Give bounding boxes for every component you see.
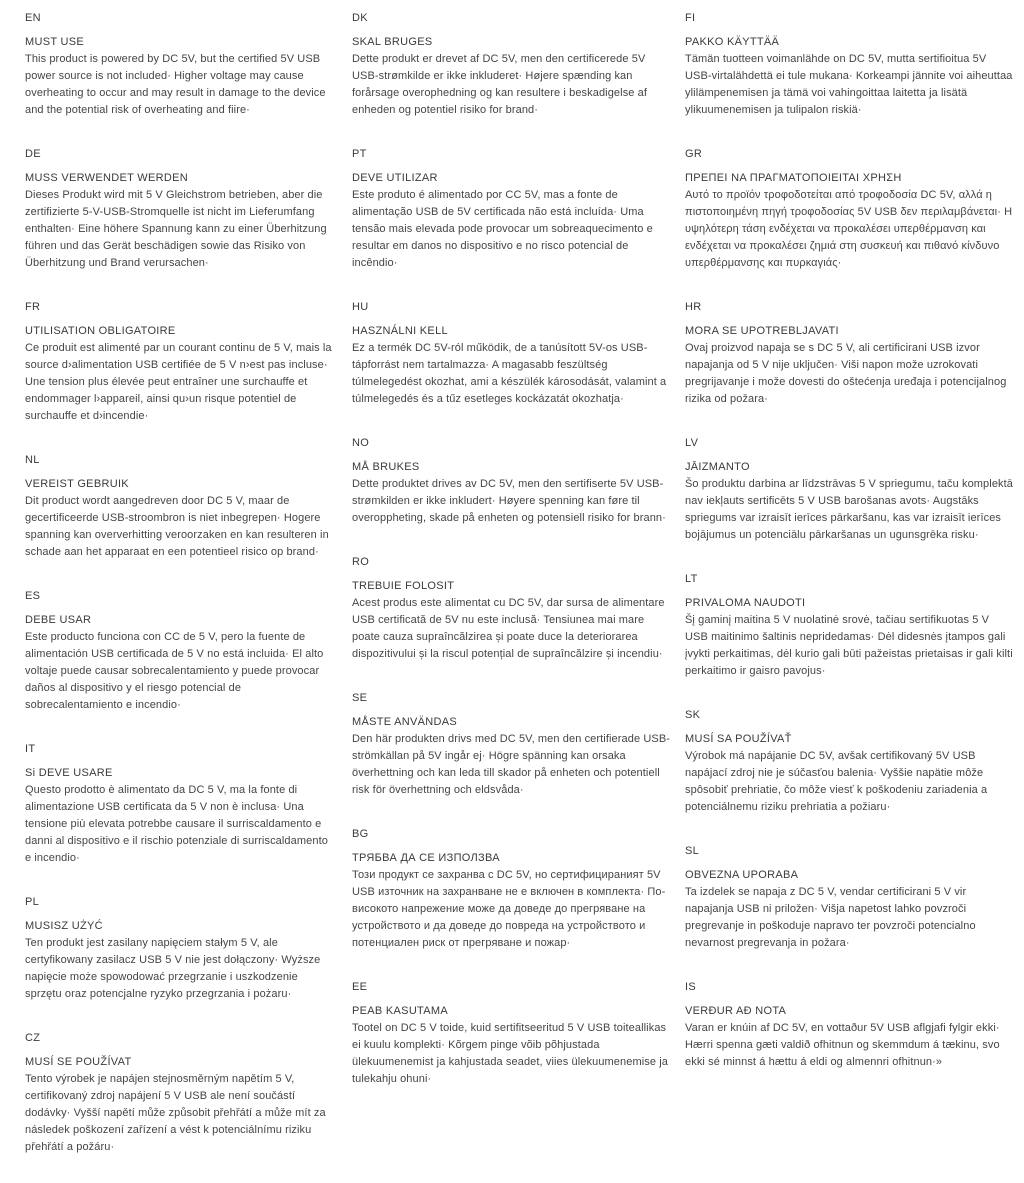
language-code: FR <box>25 301 41 313</box>
section-body: Ten produkt jest zasilany napięciem stałym 5 V, ale certyfikowany zasilacz USB 5 V nie jest dołączony· Wyższe napięcie może spowodować przegrzanie i uszkodzenie sprzętu oraz potencjalne ryzyko przegrzania i pożaru· <box>25 937 321 1000</box>
section-body: Ez a termék DC 5V-ról működik, de a tanúsított 5V-os USB-tápforrást nem tartalmazza· A magasabb feszültség túlmelegedést okozhat, ami a készülék károsodását, valamint a túlmelegedés és a tűz esetleges kockázatát okozhatja· <box>352 342 667 405</box>
language-section-fi <box>685 10 1015 119</box>
section-title: HASZNÁLNI KELL <box>352 325 448 337</box>
language-code: IT <box>25 743 36 755</box>
language-code: GR <box>685 148 703 160</box>
section-title: MUST USE <box>25 36 85 48</box>
section-title: Si DEVE USARE <box>25 767 113 779</box>
section-body: Este producto funciona con CC de 5 V, pero la fuente de alimentación USB certificada de 5 V no está incluida· El alto voltaje puede causar sobrecalentamiento y puede provocar daños al dispositivo y el riesgo potencial de sobrecalentamiento e incendio· <box>25 631 324 711</box>
section-body: Šo produktu darbina ar līdzstrāvas 5 V spriegumu, taču komplektā nav iekļauts sertificēts 5 V USB barošanas avots· Augstāks spriegums var izraisīt ierīces pārkaršanu, kas var izraisīt ierīces bojājumus un potenciālu pārkaršanas un ugunsgrēka risku· <box>685 478 1014 541</box>
language-column-2 <box>352 10 673 1115</box>
language-section-it <box>25 741 332 867</box>
language-section-lt <box>685 571 1015 680</box>
section-body: Dette produkt er drevet af DC 5V, men den certificerede 5V USB-strømkilde er ikke inkluderet· Højere spænding kan forårsage overophedning og kan resultere i beskadigelse af enheden og potentiel risiko for brand· <box>352 53 648 116</box>
language-code: FI <box>685 12 696 24</box>
language-section-dk <box>352 10 673 119</box>
section-body: Ce produit est alimenté par un courant continu de 5 V, mais la source d›alimentation USB certifiée de 5 V n›est pas incluse· Une tension plus élevée peut entraîner une surchauffe et endommager l›appareil, ainsi qu›un risque potentiel de surchauffe et d›incendie· <box>25 342 332 422</box>
section-title: MUSÍ SA POUŽÍVAŤ <box>685 733 792 745</box>
section-title: DEBE USAR <box>25 614 92 626</box>
section-title: PRIVALOMA NAUDOTI <box>685 597 806 609</box>
language-code: DK <box>352 12 368 24</box>
section-title: MORA SE UPOTREBLJAVATI <box>685 325 839 337</box>
language-code: NO <box>352 437 370 449</box>
section-title: VEREIST GEBRUIK <box>25 478 129 490</box>
language-code: EE <box>352 981 368 993</box>
language-code: NL <box>25 454 40 466</box>
section-title: SKAL BRUGES <box>352 36 433 48</box>
section-title: TREBUIE FOLOSIT <box>352 580 455 592</box>
language-code: CZ <box>25 1032 41 1044</box>
language-code: LV <box>685 437 699 449</box>
section-body: Varan er knúin af DC 5V, en vottaður 5V USB aflgjafi fylgir ekki· Hærri spenna gæti valdið ofhitnun og skemmdum á tækinu, svo ekki sé minnst á hættu á eldi og almennri ofhitnun·» <box>685 1022 1000 1068</box>
section-body: Tämän tuotteen voimanlähde on DC 5V, mutta sertifioitua 5V USB-virtalähdettä ei tule mukana· Korkeampi jännite voi aiheuttaa ylilämpenemisen ja tämä voi vahingoittaa laitetta ja lisätä ylikuumenemisen ja tulipalon riskiä· <box>685 53 1013 116</box>
section-body: Questo prodotto è alimentato da DC 5 V, ma la fonte di alimentazione USB certificata da 5 V non è inclusa· Una tensione più elevata potrebbe causare il surriscaldamento e danni al dispositivo e il rischio potenziale di surriscaldamento e incendio· <box>25 784 328 864</box>
language-code: RO <box>352 556 370 568</box>
section-title: ΠΡΕΠΕΙ ΝΑ ΠΡΑΓΜΑΤΟΠΟΙΕΙΤΑΙ ΧΡΗΣΗ <box>685 172 902 184</box>
section-body: Acest produs este alimentat cu DC 5V, dar sursa de alimentare USB certificată de 5V nu este inclusă· Tensiunea mai mare poate cauza supraîncălzirea și poate duce la deteriorarea dispozitivului și la riscul potențial de supraîncălzire și incendiu· <box>352 597 665 660</box>
section-title: MÅSTE ANVÄNDAS <box>352 716 458 728</box>
language-code: SK <box>685 709 701 721</box>
section-title: DEVE UTILIZAR <box>352 172 438 184</box>
language-section-cz <box>25 1030 332 1156</box>
language-code: HU <box>352 301 369 313</box>
language-code: BG <box>352 828 369 840</box>
language-section-pt <box>352 146 673 272</box>
language-section-bg <box>352 826 673 952</box>
language-section-nl <box>25 452 332 561</box>
language-section-hr <box>685 299 1015 408</box>
language-code: EN <box>25 12 41 24</box>
language-column-1 <box>25 10 332 1183</box>
language-section-sk <box>685 707 1015 816</box>
section-body: Šį gaminį maitina 5 V nuolatinė srovė, tačiau sertifikuotas 5 V USB maitinimo šaltinis nepridedamas· Dėl didesnės įtampos gali įvykti perkaitimas, dėl kurio gali būti pažeistas prietaisas ir gali kilti perkaitimo ir gaisro pavojus· <box>685 614 1013 677</box>
language-section-gr <box>685 146 1015 272</box>
language-section-lv <box>685 435 1015 544</box>
section-body: Dit product wordt aangedreven door DC 5 V, maar de gecertificeerde USB-stroombron is niet inbegrepen· Hogere spanning kan oververhitting veroorzaken en kan resulteren in schade aan het apparaat en een potentieel risico op brand· <box>25 495 329 558</box>
language-section-de <box>25 146 332 272</box>
section-title: MUSS VERWENDET WERDEN <box>25 172 188 184</box>
language-section-no <box>352 435 673 527</box>
section-body: Ovaj proizvod napaja se s DC 5 V, ali certificirani USB izvor napajanja od 5 V nije uključen· Viši napon može uzrokovati pregrijavanje i može dovesti do oštećenja uređaja i potencijalnog rizika od požara· <box>685 342 1007 405</box>
section-title: MUSÍ SE POUŽÍVAT <box>25 1056 132 1068</box>
language-code: DE <box>25 148 41 160</box>
section-body: Ta izdelek se napaja z DC 5 V, vendar certificirani 5 V vir napajanja USB ni priložen· Višja napetost lahko povzroči pregrevanje in poškoduje napravo ter povzroči potencialno nevarnost pregrevanja in požara· <box>685 886 976 949</box>
section-title: VERÐUR AÐ NOTA <box>685 1005 787 1017</box>
language-code: HR <box>685 301 702 313</box>
section-title: MUSISZ UŻYĆ <box>25 920 103 932</box>
section-body: Dette produktet drives av DC 5V, men den sertifiserte 5V USB-strømkilden er ikke inkludert· Høyere spenning kan føre til overoppheting, skade på enheten og potensiell risiko for brann· <box>352 478 666 524</box>
section-title: OBVEZNA UPORABA <box>685 869 799 881</box>
language-code: SE <box>352 692 368 704</box>
section-body: Výrobok má napájanie DC 5V, avšak certifikovaný 5V USB napájací zdroj nie je súčasťou balenia· Vyššie napätie môže spôsobiť prehriatie, čo môže viesť k poškodeniu zariadenia a potenciálnemu riziku prehriatia a požiaru· <box>685 750 988 813</box>
section-body: Tento výrobek je napájen stejnosměrným napětím 5 V, certifikovaný zdroj napájení 5 V USB ale není součástí dodávky· Vyšší napětí může způsobit přehřátí a může mít za následek poškození zařízení a vést k potenciálnímu riziku přehřátí a požáru· <box>25 1073 326 1153</box>
language-section-ee <box>352 979 673 1088</box>
language-code: IS <box>685 981 696 993</box>
language-section-sl <box>685 843 1015 952</box>
section-body: Tootel on DC 5 V toide, kuid sertifitseeritud 5 V USB toiteallikas ei kuulu komplekti· Kõrgem pinge võib põhjustada ülekuumenemist ja kahjustada seadet, viies ülekuumenemise ja tulekahju ohuni· <box>352 1022 669 1085</box>
language-code: SL <box>685 845 700 857</box>
language-code: PT <box>352 148 367 160</box>
language-code: LT <box>685 573 698 585</box>
section-body: Este produto é alimentado por CC 5V, mas a fonte de alimentação USB de 5V certificada não está incluída· Uma tensão mais elevada pode provocar um sobreaquecimento e resultar em danos no dispositivo e no risco potencial de incêndio· <box>352 189 653 269</box>
section-title: UTILISATION OBLIGATOIRE <box>25 325 176 337</box>
section-body: Този продукт се захранва с DC 5V, но сертифицираният 5V USB източник на захранване не е включен в комплекта· По-високото напрежение може да доведе до прегряване на устройството и да доведе до повреда на устройството и потенциален риск от прегряване и пожар· <box>352 869 666 949</box>
language-section-ro <box>352 554 673 663</box>
language-section-en <box>25 10 332 119</box>
language-section-pl <box>25 894 332 1003</box>
section-title: PEAB KASUTAMA <box>352 1005 448 1017</box>
section-title: JĀIZMANTO <box>685 461 750 473</box>
language-section-is <box>685 979 1015 1071</box>
section-body: Αυτό το προϊόν τροφοδοτείται από τροφοδοσία DC 5V, αλλά η πιστοποιημένη πηγή τροφοδοσίας 5V USB δεν περιλαμβάνεται· Η υψηλότερη τάση ενδέχεται να προκαλέσει υπερθέρμανση και ενδέχεται να προκαλέσει ζημιά στη συσκευή και πιθανό κίνδυνο υπερθέρμανσης και πυρκαγιάς· <box>685 189 1013 269</box>
language-section-se <box>352 690 673 799</box>
language-code: ES <box>25 590 41 602</box>
language-column-3 <box>685 10 1015 1098</box>
language-section-es <box>25 588 332 714</box>
section-title: ТРЯБВА ДА СЕ ИЗПОЛЗВА <box>352 852 500 864</box>
section-body: Dieses Produkt wird mit 5 V Gleichstrom betrieben, aber die zertifizierte 5-V-USB-Stromquelle ist nicht im Lieferumfang enthalten· Eine höhere Spannung kann zu einer Überhitzung führen und das Gerät beschädigen sowie das Risiko von Überhitzung und Brand verursachen· <box>25 189 327 269</box>
section-body: Den här produkten drivs med DC 5V, men den certifierade USB-strömkällan på 5V ingår ej· Högre spänning kan orsaka överhettning och kan leda till skador på enheten och potentiell risk för överhettning och eldsvåda· <box>352 733 671 796</box>
language-section-hu <box>352 299 673 408</box>
language-section-fr <box>25 299 332 425</box>
section-body: This product is powered by DC 5V, but the certified 5V USB power source is not included· Higher voltage may cause overheating to occur and may result in damage to the device and the potential risk of overheating and fiire· <box>25 53 326 116</box>
section-title: PAKKO KÄYTTÄÄ <box>685 36 780 48</box>
language-code: PL <box>25 896 40 908</box>
section-title: MÅ BRUKES <box>352 461 420 473</box>
